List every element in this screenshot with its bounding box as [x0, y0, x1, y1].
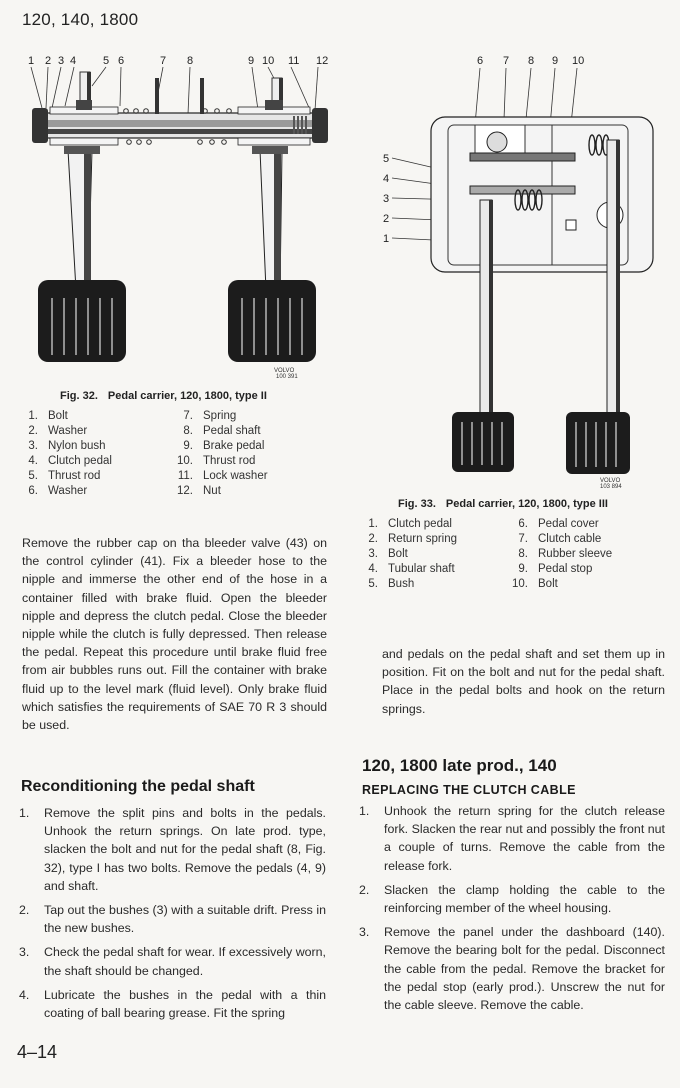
legend-item: 7. Spring	[183, 410, 237, 422]
legend-item: 6. Washer	[28, 485, 88, 497]
callout-9: 9	[248, 55, 255, 67]
reconditioning-continuation: and pedals on the pedal shaft and set them up in position. Fit on the bolt and nut for the pedal shaft. Place in the pedal bolts and hook on the return springs.	[382, 647, 665, 716]
reconditioning-heading: Reconditioning the pedal shaft	[21, 778, 255, 795]
clutch-cable-steps	[359, 802, 665, 1020]
callout-6: 6	[477, 55, 484, 67]
callout-10: 10	[572, 55, 585, 67]
step-item: 4. Lubricate the bushes in the pedal with a thin coating of ball bearing grease. Fit the spring	[19, 987, 326, 1021]
reconditioning-steps	[19, 804, 326, 1028]
callout-5: 5	[383, 153, 390, 165]
fig33-legend-right	[510, 517, 612, 592]
legend-item: 5. Bush	[368, 578, 415, 590]
figure-33	[370, 50, 670, 490]
late-prod-heading: 120, 1800 late prod., 140	[362, 756, 557, 775]
legend-item: 4. Tubular shaft	[368, 563, 455, 575]
callout-4: 4	[70, 55, 77, 67]
step-item: 3. Check the pedal shaft for wear. If excessively worn, the shaft should be changed.	[19, 945, 326, 978]
legend-item: 3. Nylon bush	[28, 440, 106, 452]
legend-item: 1. Clutch pedal	[368, 518, 452, 530]
replacing-clutch-cable-heading: REPLACING THE CLUTCH CABLE	[362, 783, 576, 797]
callout-10: 10	[262, 55, 275, 67]
fig33-number: Fig. 33.	[398, 498, 436, 510]
callout-7: 7	[503, 55, 510, 67]
fig33-title: Pedal carrier, 120, 1800, type III	[445, 498, 608, 510]
legend-item: 7. Clutch cable	[518, 533, 602, 545]
brake-pedal-pad	[228, 280, 316, 362]
legend-item: 11. Lock washer	[177, 470, 268, 482]
legend-item: 6. Pedal cover	[518, 518, 599, 530]
legend-item: 9. Pedal stop	[518, 563, 593, 575]
clutch-pedal-pad	[38, 280, 126, 362]
callout-1: 1	[28, 55, 35, 67]
fig32-legend-left	[20, 409, 112, 499]
callout-7: 7	[160, 55, 167, 67]
volvo-stamp: VOLVO	[274, 368, 295, 374]
legend-item: 2. Return spring	[368, 533, 458, 545]
callout-2: 2	[45, 55, 52, 67]
callout-2: 2	[383, 213, 390, 225]
volvo-stamp-code: 100 391	[276, 374, 298, 380]
legend-item: 2. Washer	[28, 425, 88, 437]
legend-item: 9. Brake pedal	[183, 440, 265, 452]
step-item: 3. Remove the panel under the dashboard (140). Remove the bearing bolt for the pedal. Disconnect the cable from the pedal. Remove the bracket for the pedal stop (early prod.). Unscrew the nut for the cable sleeve. Remove the cable.	[359, 925, 665, 1013]
callout-3: 3	[58, 55, 65, 67]
step-item: 1. Unhook the return spring for the clutch release fork. Slacken the rear nut and possibly the front nut a couple of turns. Remove the cable from the release fork.	[359, 804, 665, 873]
callout-6: 6	[118, 55, 125, 67]
callout-5: 5	[103, 55, 110, 67]
fig32-callout-labels	[28, 55, 328, 67]
legend-item: 5. Thrust rod	[28, 470, 101, 482]
clutch-pedal-pad	[452, 412, 514, 472]
callout-8: 8	[187, 55, 194, 67]
fig33-legend-left	[360, 517, 457, 592]
step-item: 2. Slacken the clamp holding the cable to the reinforcing member of the wheel housing.	[359, 882, 665, 916]
pedal-carrier-type-iii-drawing	[370, 50, 670, 490]
callout-11: 11	[288, 55, 300, 67]
legend-item: 1. Bolt	[28, 410, 68, 422]
bolt-head	[32, 108, 48, 143]
callout-4: 4	[383, 173, 390, 185]
fig32-number: Fig. 32.	[60, 390, 98, 402]
step-item: 2. Tap out the bushes (3) with a suitable drift. Press in the new bushes.	[19, 903, 326, 936]
page-number: 4–14	[17, 1042, 58, 1062]
callout-3: 3	[383, 193, 390, 205]
fig33-left-callouts	[383, 153, 389, 245]
page-header: 120, 140, 1800	[22, 10, 139, 29]
nut	[312, 108, 328, 143]
fig32-title: Pedal carrier, 120, 1800, type II	[107, 390, 267, 402]
callout-8: 8	[528, 55, 535, 67]
legend-item: 4. Clutch pedal	[28, 455, 112, 467]
fig33-caption	[398, 498, 608, 510]
pedal-carrier-type-ii-drawing	[20, 50, 340, 380]
legend-item: 3. Bolt	[368, 548, 408, 560]
volvo-stamp: VOLVO	[600, 478, 621, 484]
callout-1: 1	[383, 233, 390, 245]
legend-item: 8. Rubber sleeve	[518, 548, 613, 560]
fig32-legend-right	[175, 409, 268, 499]
legend-item: 8. Pedal shaft	[183, 425, 261, 437]
volvo-stamp-code: 103 894	[600, 484, 622, 490]
legend-item: 12. Nut	[177, 485, 221, 497]
fig33-top-callouts	[477, 55, 584, 67]
brake-pedal-pad	[566, 412, 630, 474]
callout-9: 9	[552, 55, 559, 67]
legend-item: 10. Thrust rod	[177, 455, 256, 467]
figure-32	[20, 50, 340, 380]
step-item: 1. Remove the split pins and bolts in the pedals. Unhook the return springs. On late prod. type, slacken the bolt and nut for the pedal shaft (8, Fig. 32), type I has two bolts. Remove the pedals (4, 9) and shaft.	[19, 806, 326, 893]
bleeding-paragraph: Remove the rubber cap on tha bleeder valve (43) on the control cylinder (41). Fix a bleeder hose to the nipple and immerse the other end of the hose in a container filled with brake fluid. Open the bleeder nipple and depress the clutch pedal. Close the bleeder nipple while the clutch is fully depressed. Then release the pedal. Repeat this procedure until brake fluid free from air bubbles runs out. Fill the container with brake fluid up to the level mark (fluid level). Only brake fluid which satisfies the requirements of SAE 70 R 3 should be used.	[22, 536, 327, 733]
legend-item: 10. Bolt	[512, 578, 558, 590]
fig32-caption	[60, 390, 267, 402]
callout-12: 12	[316, 55, 329, 67]
